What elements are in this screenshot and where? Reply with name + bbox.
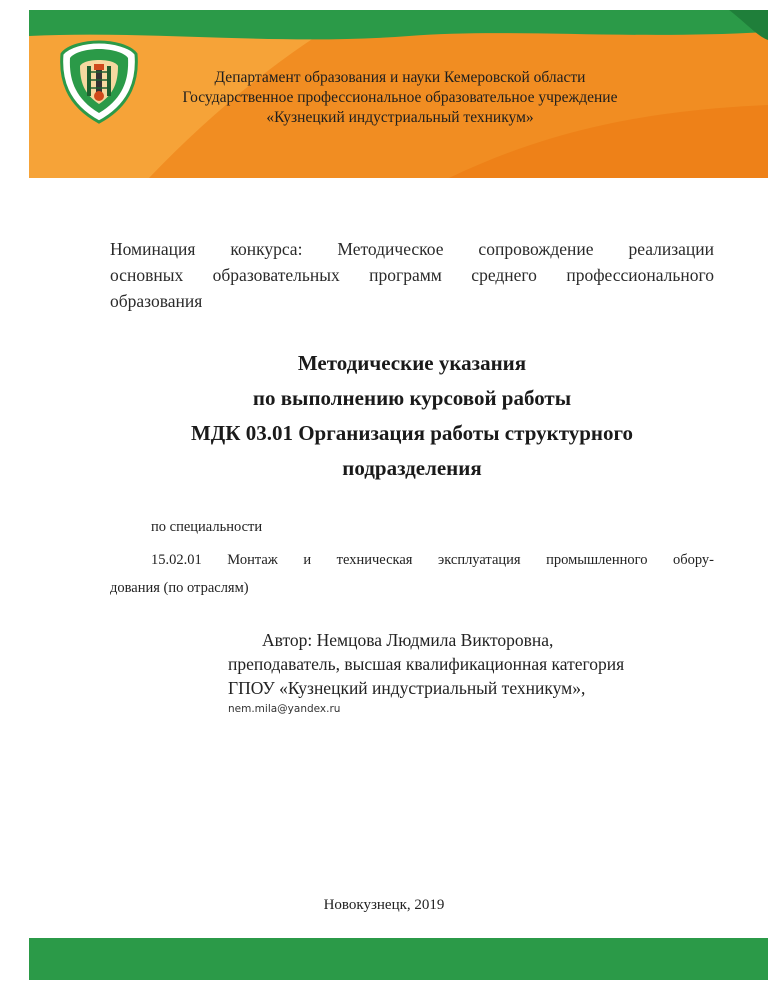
title-line-3: МДК 03.01 Организация работы структурного [190,421,634,445]
specialty-line-1: 15.02.01 Монтаж и техническая эксплуатация промышленного обору- [151,552,714,568]
city-year: Новокузнецк, 2019 [323,897,445,913]
specialty-text [110,546,714,602]
author-email: nem.mila@yandex.ru [228,703,341,715]
nomination-line-1: Номинация конкурса: Методическое сопровождение реализации [110,239,714,259]
header-line-institution-name: «Кузнецкий индустриальный техникум» [266,109,534,126]
nomination-line-3: образования [110,291,203,311]
header-line-department: Департамент образования и науки Кемеровской области [214,69,586,86]
nomination-line-2: основных образовательных программ среднего профессионального [110,265,714,285]
specialty-line-2: дования (по отраслям) [110,580,249,596]
specialty-label: по специальности [151,519,263,535]
author-block [228,628,728,718]
author-organization: ГПОУ «Кузнецкий индустриальный техникум», [228,678,586,698]
document-title [110,346,714,486]
author-position: преподаватель, высшая квалификационная категория [228,654,625,674]
title-line-2: по выполнению курсовой работы [252,386,572,410]
title-line-4: подразделения [342,456,482,480]
footer-banner [29,938,768,980]
author-name: Автор: Немцова Людмила Викторовна, [262,630,554,650]
organization-header [120,68,680,128]
title-line-1: Методические указания [297,351,527,375]
header-line-institution-type: Государственное профессиональное образовательное учреждение [182,89,618,106]
contest-nomination [110,236,714,314]
